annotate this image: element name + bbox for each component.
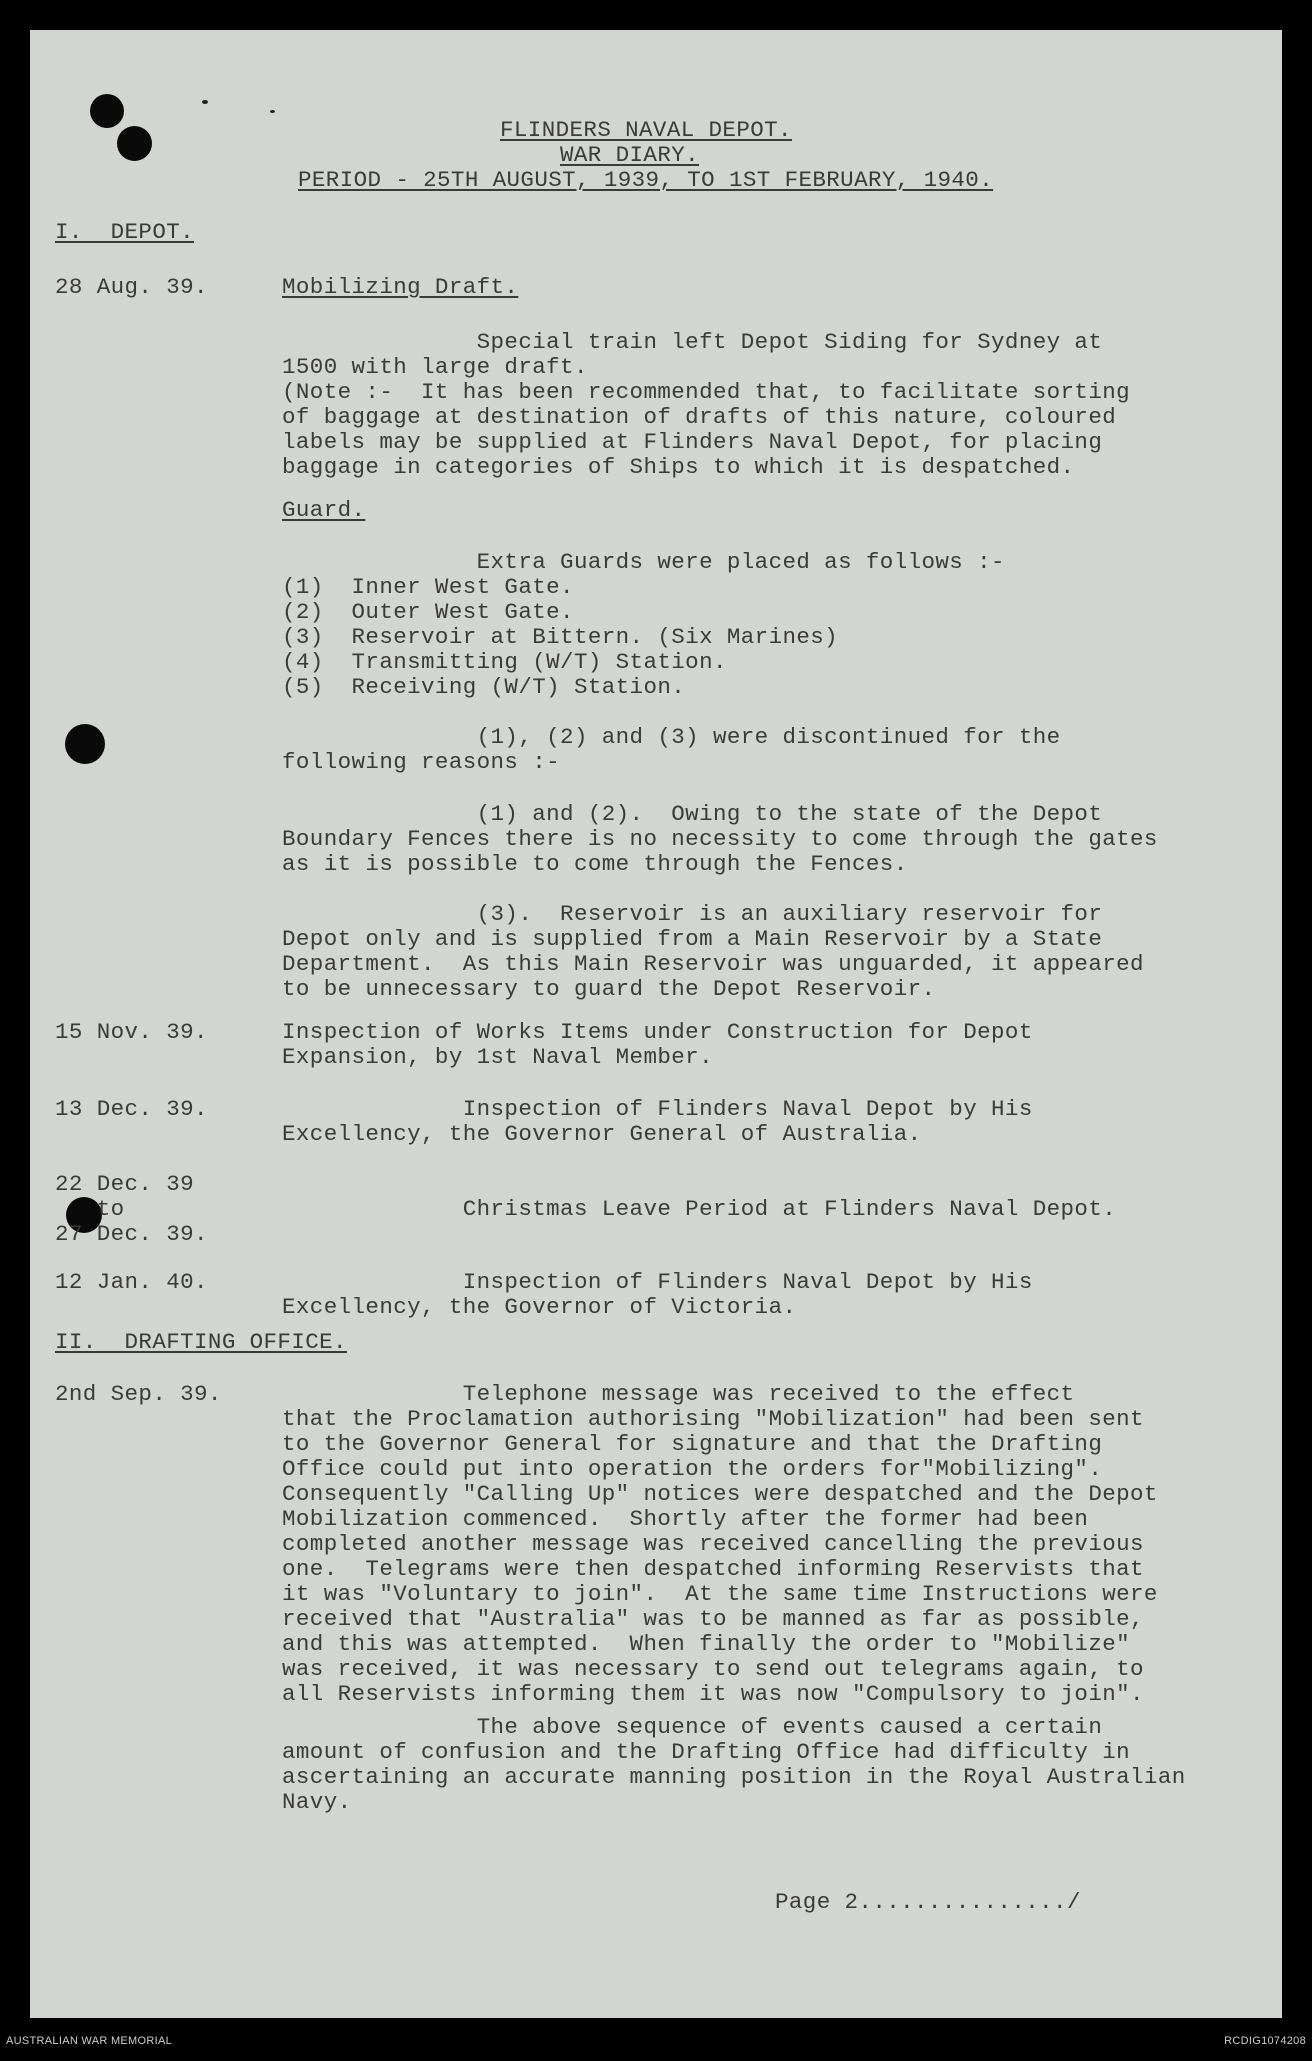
entry-paragraph: The above sequence of events caused a certain amount of confusion and the Drafting Office had difficulty in ascertaining an accurate manning position in the Royal Australian Navy.: [282, 1714, 1186, 1815]
entry-paragraph: Special train left Depot Siding for Sydney at 1500 with large draft. (Note :- It has been recommended that, to facilitate sorting of baggage at destination of drafts of this nature, coloured labels may be supplied at Flinders Naval Depot, for placing baggage in categories of Ships to which it is despatched.: [282, 329, 1131, 480]
paper-speck: [202, 100, 208, 104]
page-continuation: Page 2.............../: [775, 1889, 1081, 1915]
doc-title: FLINDERS NAVAL DEPOT.: [500, 117, 792, 143]
entry-date: 12 Jan. 40.: [55, 1269, 208, 1295]
archive-credit: AUSTRALIAN WAR MEMORIAL: [6, 2035, 173, 2047]
section-heading-drafting: II. DRAFTING OFFICE.: [55, 1329, 347, 1355]
punch-hole: [90, 94, 124, 128]
archive-id: RCDIG1074208: [1224, 2035, 1306, 2047]
entry-paragraph: Inspection of Flinders Naval Depot by His Excellency, the Governor of Victoria.: [282, 1269, 1033, 1320]
section-heading-depot: I. DEPOT.: [55, 219, 195, 245]
guard-list: (1) Inner West Gate. (2) Outer West Gate. (3) Reservoir at Bittern. (Six Marines) (4) Transmitting (W/T) Station. (5) Receiving (W/T) Station.: [282, 574, 839, 700]
punch-hole: [65, 724, 105, 764]
entry-date: 2nd Sep. 39.: [55, 1381, 222, 1407]
discontinued-paragraph: (1), (2) and (3) were discontinued for the following reasons :-: [282, 724, 1061, 775]
entry-date: 13 Dec. 39.: [55, 1096, 208, 1122]
punch-hole: [117, 126, 152, 161]
entry-heading: Mobilizing Draft.: [282, 274, 519, 300]
entry-paragraph: Christmas Leave Period at Flinders Naval Depot.: [282, 1196, 1117, 1222]
doc-period: PERIOD - 25TH AUGUST, 1939, TO 1ST FEBRUARY, 1940.: [298, 167, 994, 193]
entry-date: 15 Nov. 39.: [55, 1019, 208, 1045]
doc-subtitle: WAR DIARY.: [560, 142, 700, 168]
entry-paragraph: Inspection of Works Items under Construction for Depot Expansion, by 1st Naval Member.: [282, 1019, 1033, 1070]
entry-paragraph: Inspection of Flinders Naval Depot by His Excellency, the Governor General of Australia.: [282, 1096, 1033, 1147]
guard-heading: Guard.: [282, 497, 366, 523]
entry-paragraph: Telephone message was received to the effect that the Proclamation authorising "Mobilization" had been sent to the Governor General for signature and that the Drafting Office could put into operation the orders for"Mobilizing". Consequently "Calling Up" notices were despatched and the Depot Mobilization commenced. Shortly after the former had been completed another message was received cancelling the previous one. Telegrams were then despatched informing Reservists that it was "Voluntary to join". At the same time Instructions were received that "Australia" was to be manned as far as possible, and this was attempted. When finally the order to "Mobilize" was received, it was necessary to send out telegrams again, to all Reservists informing them it was now "Compulsory to join".: [282, 1381, 1158, 1707]
entry-date: 28 Aug. 39.: [55, 274, 208, 300]
paper-speck: [270, 110, 275, 113]
guard-intro: Extra Guards were placed as follows :-: [282, 549, 1005, 575]
reason-paragraph: (3). Reservoir is an auxiliary reservoir for Depot only and is supplied from a Main Reservoir by a State Department. As this Main Reservoir was unguarded, it appeared to be unnecessary to guard the Depot Reservoir.: [282, 901, 1144, 1002]
document-page: [30, 30, 1282, 2018]
reason-paragraph: (1) and (2). Owing to the state of the Depot Boundary Fences there is no necessity to come through the gates as it is possible to come through the Fences.: [282, 801, 1158, 877]
entry-date: 22 Dec. 39 to 27 Dec. 39.: [55, 1171, 208, 1247]
